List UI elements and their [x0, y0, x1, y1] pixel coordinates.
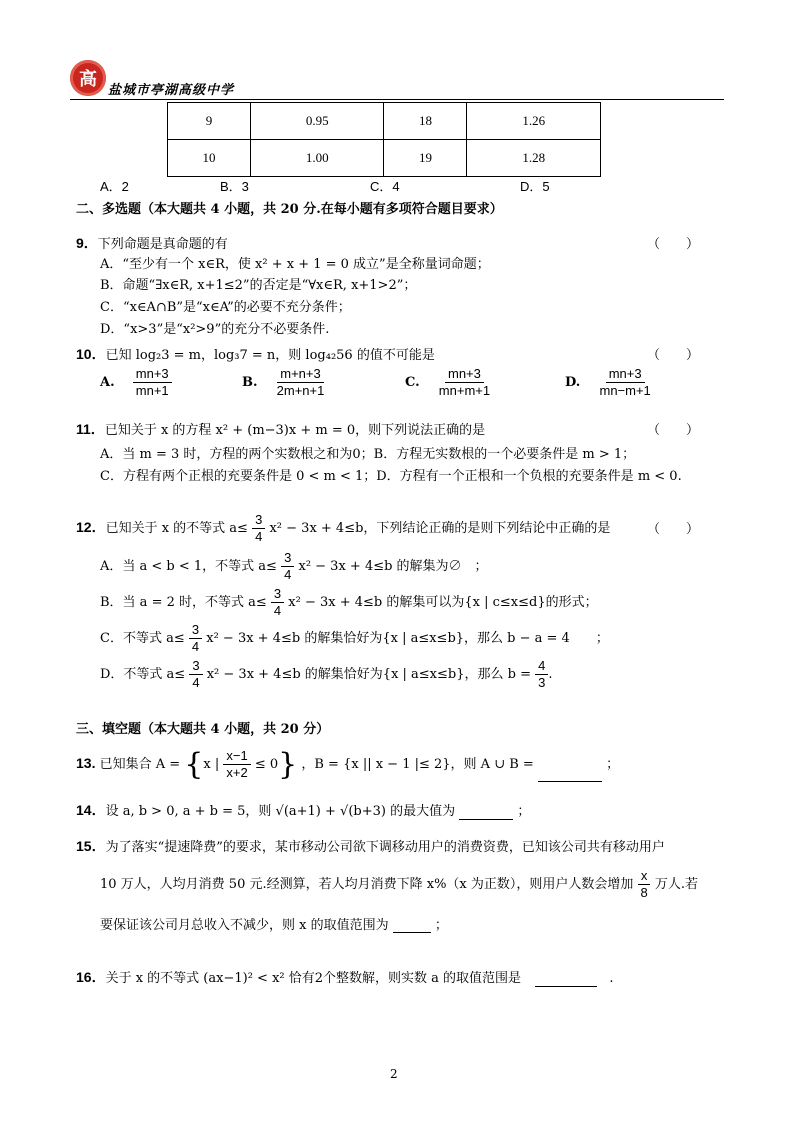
q16: 16．关于 x 的不等式 (ax−1)² < x² 恰有2个整数解，则实数 a 的取值范围是 .: [76, 969, 614, 986]
q10-option-d: D. $\frac{mn+3}{mn-m+1}$: [565, 366, 654, 399]
q15-line-2: 10 万人，人均月消费 50 元.经测算，若人均月消费下降 x%（x 为正数），则用户人数会增加 $\frac{x}{8}$ 万人.若: [100, 868, 699, 900]
q12-answer-paren: （ ）: [646, 522, 699, 537]
q11-options-cd: C．方程有两个正根的充要条件是 0 < m < 1；D．方程有一个正根和一个负根的充要条件是 m < 0.: [100, 469, 682, 484]
q9-option-c: C．“x∈A∩B”是“x∈A”的必要不充分条件；: [100, 300, 351, 315]
page-number: 2: [390, 1067, 398, 1081]
q11-options-ab: A．当 m = 3 时，方程的两个实数根之和为0；B．方程无实数根的一个必要条件是 m > 1；: [100, 447, 636, 462]
table-row: 10 1.00 19 1.28: [168, 140, 601, 177]
fraction: $\frac{3}{4}$: [252, 512, 265, 545]
q13: 13. 已知集合 A = {x | $\frac{x-1}{x+2}$ ≤ 0} ，B = {x || x − 1 |≤ 2}，则 A ∪ B = ；: [76, 747, 620, 782]
q15-answer-blank[interactable]: [393, 932, 431, 933]
q13-answer-blank[interactable]: [538, 781, 602, 782]
q8-option-b: B．3: [220, 179, 249, 194]
fraction: $\frac{x}{8}$: [638, 868, 651, 901]
section-3-title: 三、填空题（本大题共 4 小题，共 20 分）: [76, 722, 330, 737]
q12-option-d: D．不等式 a≤ $\frac{3}{4}$ x² − 3x + 4≤b 的解集恰好为{x | a≤x≤b}，那么 b = $\frac{4}{3}$ .: [100, 658, 553, 690]
q12-stem: 12．已知关于 x 的不等式 a≤ $\frac{3}{4}$ x² − 3x + 4≤b，下列结论正确的是则下列结论中正确的是: [76, 512, 611, 544]
q11-stem: 11．已知关于 x 的方程 x² + (m−3)x + m = 0，则下列说法正确的是: [76, 421, 486, 438]
fraction: $\frac{3}{4}$: [271, 586, 284, 619]
data-table: [167, 102, 601, 177]
q10-option-c: C. $\frac{mn+3}{mn+m+1}$: [405, 366, 493, 399]
fraction: $\frac{3}{4}$: [189, 622, 202, 655]
fraction: $\frac{mn+3}{mn+1}$: [133, 366, 172, 399]
q10-option-b: B. $\frac{m+n+3}{2m+n+1}$: [242, 366, 327, 399]
q10-answer-paren: （ ）: [646, 348, 699, 363]
q9-option-a: A．“至少有一个 x∈R，使 x² + x + 1 = 0 成立”是全称量词命题；: [100, 257, 490, 272]
school-logo: 高: [70, 60, 106, 96]
q9-option-b: B．命题“∃x∈R, x+1≤2”的否定是“∀x∈R, x+1>2”；: [100, 278, 417, 293]
table-row: 9 0.95 18 1.26: [168, 103, 601, 140]
q15-line-3: 要保证该公司月总收入不减少，则 x 的取值范围为 ；: [100, 918, 448, 933]
fraction: $\frac{x-1}{x+2}$: [223, 748, 250, 781]
fraction: $\frac{mn+3}{mn-m+1}$: [599, 366, 651, 398]
q10-stem: 10．已知 log₂3 = m，log₃7 = n，则 log₄₂56 的值不可能是: [76, 346, 435, 363]
q8-option-a: A．2: [100, 179, 129, 194]
q11-answer-paren: （ ）: [646, 423, 699, 438]
q8-option-c: C．4: [370, 179, 400, 194]
section-2-title: 二、多选题（本大题共 4 小题，共 20 分.在每小题有多项符合题目要求）: [76, 202, 503, 217]
q12-option-b: B．当 a = 2 时，不等式 a≤ $\frac{3}{4}$ x² − 3x + 4≤b 的解集可以为{x | c≤x≤d}的形式；: [100, 586, 598, 618]
fraction: $\frac{4}{3}$: [535, 658, 548, 691]
q9-option-d: D．“x>3”是“x²>9”的充分不必要条件.: [100, 322, 330, 337]
q14-answer-blank[interactable]: [459, 819, 513, 820]
fraction: $\frac{3}{4}$: [281, 550, 294, 583]
q9-answer-paren: （ ）: [646, 237, 699, 252]
q9-stem: 9．下列命题是真命题的有: [76, 235, 228, 252]
q12-option-a: A．当 a < b < 1，不等式 a≤ $\frac{3}{4}$ x² − 3x + 4≤b 的解集为∅ ；: [100, 550, 488, 582]
q12-option-c: C．不等式 a≤ $\frac{3}{4}$ x² − 3x + 4≤b 的解集恰好为{x | a≤x≤b}，那么 b − a = 4 ；: [100, 622, 609, 654]
school-name: 盐城市亭湖高级中学: [108, 83, 235, 98]
q10-option-a: A. $\frac{mn+3}{mn+1}$: [100, 366, 172, 399]
header-rule: [70, 99, 724, 100]
q15-line-1: 15．为了落实“提速降费”的要求，某市移动公司欲下调移动用户的消费资费，已知该公司共有移动用户: [76, 838, 665, 855]
q8-option-d: D．5: [520, 179, 550, 194]
q16-answer-blank[interactable]: [535, 986, 597, 987]
q14: 14．设 a, b > 0, a + b = 5，则 √(a+1) + √(b+3) 的最大值为 ；: [76, 802, 531, 819]
fraction: $\frac{mn+3}{mn+m+1}$: [438, 366, 491, 398]
fraction: $\frac{m+n+3}{2m+n+1}$: [276, 366, 325, 398]
fraction: $\frac{3}{4}$: [189, 658, 202, 691]
